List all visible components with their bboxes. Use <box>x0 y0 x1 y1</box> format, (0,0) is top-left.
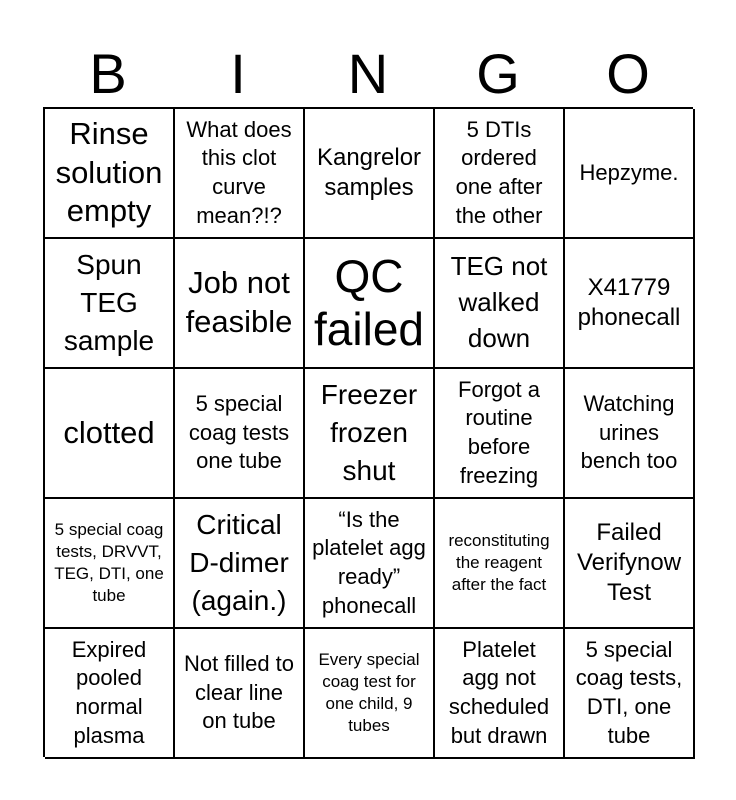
bingo-cell[interactable] <box>175 109 305 239</box>
bingo-cell[interactable] <box>175 499 305 629</box>
cell-text: Failed Verifynow Test <box>576 519 682 606</box>
cell-text: Not filled to clear line on tube <box>183 651 295 734</box>
cell-text: Platelet agg not scheduled but drawn <box>448 636 550 748</box>
cell-text: Watching urines bench too <box>580 391 678 474</box>
cell-text: Spun TEG sample <box>63 249 155 356</box>
cell-text: “Is the platelet agg ready” phonecall <box>312 506 426 618</box>
bingo-header <box>43 40 693 108</box>
cell-text: Rinse solution empty <box>55 115 163 229</box>
cell-text: What does this clot curve mean?!? <box>186 116 292 228</box>
cell-text: TEG not walked down <box>450 251 548 353</box>
bingo-cell[interactable] <box>435 629 565 759</box>
cell-text: Forgot a routine before freezing <box>458 376 540 488</box>
cell-text: 5 special coag tests, DTI, one tube <box>575 636 683 748</box>
cell-text: clotted <box>63 414 155 450</box>
bingo-cell[interactable] <box>565 369 695 499</box>
bingo-cell[interactable] <box>45 109 175 239</box>
cell-text: Every special coag test for one child, 9 tubes <box>318 649 420 736</box>
header-letter-b: B <box>89 42 127 105</box>
bingo-cell[interactable] <box>45 499 175 629</box>
cell-text: Freezer frozen shut <box>320 379 418 486</box>
cell-text: Hepzyme. <box>579 159 679 185</box>
bingo-cell[interactable] <box>45 629 175 759</box>
bingo-cell[interactable] <box>435 369 565 499</box>
bingo-cell[interactable] <box>175 369 305 499</box>
cell-text: QC failed <box>314 250 424 355</box>
header-letter-g: G <box>476 42 520 105</box>
bingo-cell[interactable] <box>435 109 565 239</box>
bingo-cell[interactable] <box>305 499 435 629</box>
cell-text: X41779 phonecall <box>577 274 681 331</box>
bingo-grid <box>43 107 693 757</box>
header-letter-i: I <box>230 42 246 105</box>
cell-text: reconstituting the reagent after the fact <box>448 530 550 595</box>
bingo-cell[interactable] <box>45 239 175 369</box>
header-letter-o: O <box>606 42 650 105</box>
bingo-cell[interactable] <box>305 369 435 499</box>
bingo-cell[interactable] <box>45 369 175 499</box>
header-letter-n: N <box>347 42 389 105</box>
bingo-cell[interactable] <box>565 499 695 629</box>
bingo-cell[interactable] <box>435 499 565 629</box>
cell-text: Kangrelor samples <box>316 144 422 201</box>
cell-text: 5 special coag tests one tube <box>188 391 290 474</box>
bingo-cell[interactable] <box>565 239 695 369</box>
cell-text: 5 special coag tests, DRVVT, TEG, DTI, one tube <box>54 519 164 606</box>
bingo-cell[interactable] <box>175 239 305 369</box>
bingo-cell[interactable] <box>305 109 435 239</box>
cell-text: Expired pooled normal plasma <box>71 636 147 748</box>
bingo-cell[interactable] <box>565 109 695 239</box>
bingo-cell[interactable] <box>565 629 695 759</box>
bingo-cell[interactable] <box>175 629 305 759</box>
cell-text: Critical D-dimer (again.) <box>189 509 289 616</box>
cell-text: 5 DTIs ordered one after the other <box>455 116 543 228</box>
bingo-cell[interactable] <box>305 629 435 759</box>
bingo-cell[interactable] <box>435 239 565 369</box>
bingo-cell[interactable] <box>305 239 435 369</box>
cell-text: Job not feasible <box>185 265 293 339</box>
